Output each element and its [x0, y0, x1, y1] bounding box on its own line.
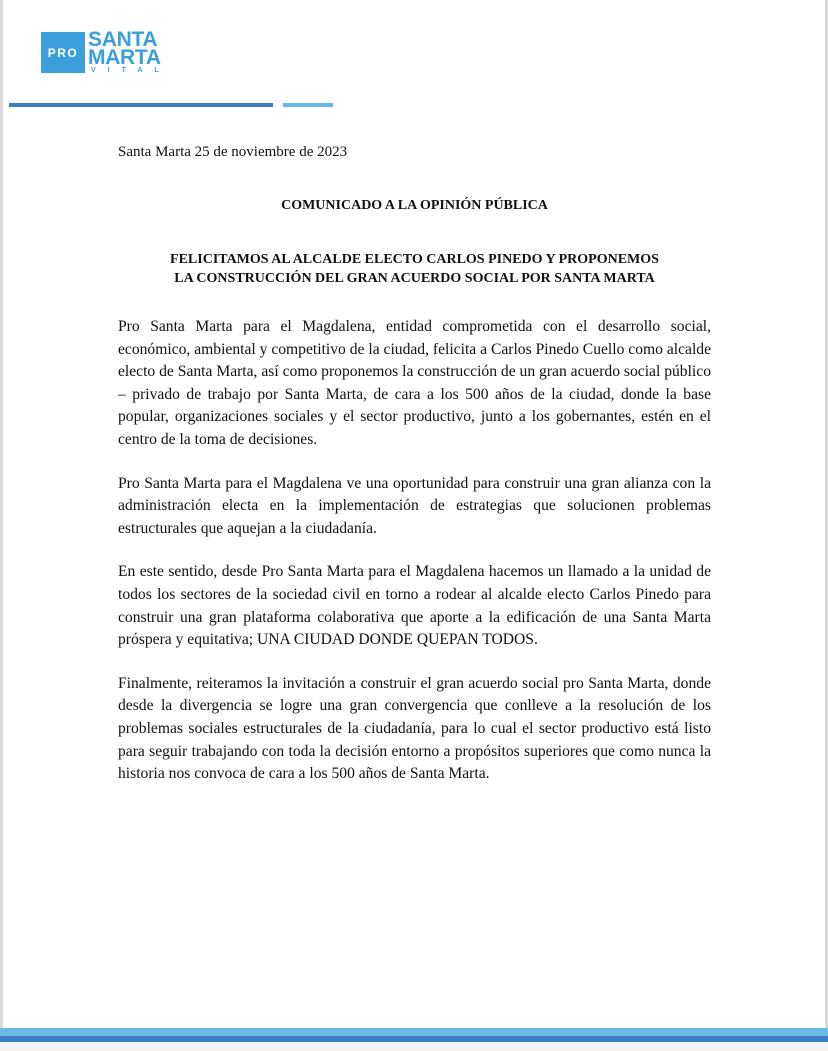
paragraph-4: Finalmente, reiteramos la invitación a construir el gran acuerdo social pro Santa Marta, donde desde la divergencia se logre una gran convergencia que conlleve a la resolución de los problemas sociales estructurales de la ciudadanía, para lo cual el sector productivo está listo para seguir trabajando con toda la decisión entorno a propósitos superiores que como nunca la historia nos convoca de cara a los 500 años de Santa Marta. [118, 674, 711, 783]
logo-vital-text: VITAL [91, 67, 171, 74]
pro-santa-marta-logo [41, 27, 171, 73]
document-date: Santa Marta 25 de noviembre de 2023 [118, 144, 348, 160]
paragraph-3: En este sentido, desde Pro Santa Marta para el Magdalena hacemos un llamado a la unidad de todos los sectores de la sociedad civil en torno a rodear al alcalde electo Carlos Pinedo para construir una gran plataforma colaborativa que aporte a la edificación de una Santa Marta próspera y equitativa; UNA CIUDAD DONDE QUEPAN TODOS. [118, 563, 711, 649]
logo-pro-box: PRO [41, 32, 85, 73]
document-headline [118, 250, 711, 288]
footer-margin [0, 1042, 828, 1051]
header-rule-light [283, 103, 333, 107]
paragraph-1: Pro Santa Marta para el Magdalena, entidad comprometida con el desarrollo social, económico, ambiental y competitivo de la ciudad, felicita a Carlos Pinedo Cuello como alcalde electo de Santa Marta, así como proponemos la construcción de un gran acuerdo social público – privado de trabajo por Santa Marta, de cara a los 500 años de la ciudad, donde la base popular, organizaciones sociales y el sector productivo, junto a los gobernantes, estén en el centro de la toma de decisiones. [118, 318, 711, 448]
header-rule-dark [9, 103, 273, 107]
page-edge-left [0, 0, 3, 1051]
headline-line-2: LA CONSTRUCCIÓN DEL GRAN ACUERDO SOCIAL POR SANTA MARTA [174, 271, 655, 286]
logo-santa-text: SANTA [88, 28, 158, 51]
paragraph-2: Pro Santa Marta para el Magdalena ve una oportunidad para construir una gran alianza con la administración electa en la implementación de estrategias que solucionen problemas estructurales que aquejan a la ciudadanía. [118, 474, 711, 537]
document-body [118, 316, 711, 807]
document-title: COMUNICADO A LA OPINIÓN PÚBLICA [281, 198, 548, 213]
headline-line-1: FELICITAMOS AL ALCALDE ELECTO CARLOS PINEDO Y PROPONEMOS [170, 252, 659, 267]
logo-marta-text: MARTA [88, 46, 161, 69]
footer-bar-light [0, 1028, 828, 1036]
